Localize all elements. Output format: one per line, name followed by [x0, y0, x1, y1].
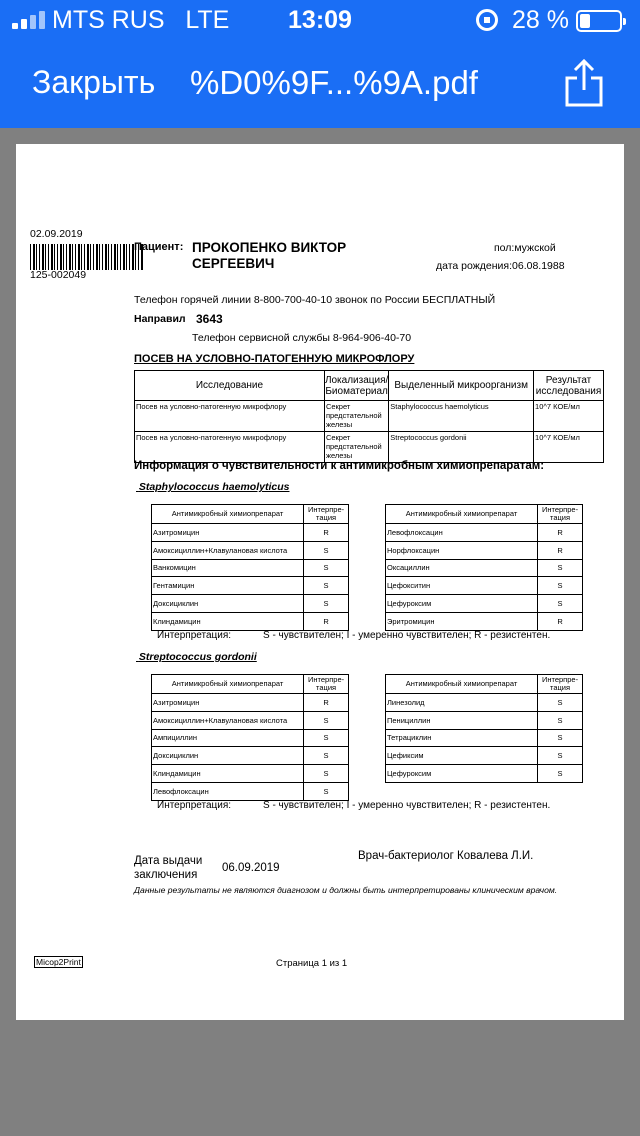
- drug-name: Гентамицин: [152, 577, 304, 595]
- ab-header: Интерпре- тация: [538, 505, 583, 524]
- col-header: Выделенный микроорганизм: [389, 371, 534, 401]
- interp-value: S: [538, 711, 583, 729]
- section-title: ПОСЕВ НА УСЛОВНО-ПАТОГЕННУЮ МИКРОФЛОРУ: [134, 353, 415, 365]
- drug-name: Азитромицин: [152, 694, 304, 712]
- table-cell: Streptococcus gordonii: [389, 432, 534, 463]
- interp-value: S: [304, 595, 349, 613]
- table-row: [135, 432, 604, 463]
- table-cell: Посев на условно-патогенную микрофлору: [135, 401, 325, 432]
- birth-label: дата рождения:: [436, 260, 513, 272]
- drug-name: Оксациллин: [386, 559, 538, 577]
- issue-date: 06.09.2019: [222, 862, 280, 874]
- table-row: [152, 765, 349, 783]
- table-row: [152, 541, 349, 559]
- organism-1-title: Staphylococcus haemolyticus: [138, 481, 290, 493]
- table-row: [386, 612, 583, 630]
- close-button[interactable]: Закрыть: [32, 64, 156, 100]
- battery-percent: 28 %: [512, 6, 569, 34]
- patient-name-line1: ПРОКОПЕНКО ВИКТОР: [192, 240, 347, 255]
- drug-name: Левофлоксацин: [386, 524, 538, 542]
- patient-name-line2: СЕРГЕЕВИЧ: [192, 256, 275, 271]
- drug-name: Тетрациклин: [386, 729, 538, 747]
- table-row: [386, 541, 583, 559]
- interp-value: S: [538, 747, 583, 765]
- table-row: [152, 559, 349, 577]
- drug-name: Ампициллин: [152, 729, 304, 747]
- ab-table-1-left: [151, 504, 349, 631]
- table-row: [152, 524, 349, 542]
- table-cell: Посев на условно-патогенную микрофлору: [135, 432, 325, 463]
- table-row: [135, 401, 604, 432]
- drug-name: Клиндамицин: [152, 765, 304, 783]
- drug-name: Норфлоксацин: [386, 541, 538, 559]
- top-bar: [0, 0, 640, 128]
- share-icon[interactable]: [564, 58, 604, 108]
- ab-header: Антимикробный химиопрепарат: [386, 505, 538, 524]
- table-cell: 10^7 КОЕ/мл: [534, 432, 604, 463]
- doctor-signature: Врач-бактериолог Ковалева Л.И.: [358, 850, 534, 862]
- drug-name: Цефиксим: [386, 747, 538, 765]
- table-row: [152, 711, 349, 729]
- table-row: [152, 612, 349, 630]
- interp-value: R: [304, 612, 349, 630]
- barcode: [30, 244, 144, 270]
- drug-name: Доксициклин: [152, 595, 304, 613]
- table-row: [386, 524, 583, 542]
- ab-header: Интерпре- тация: [304, 675, 349, 694]
- drug-name: Ванкомицин: [152, 559, 304, 577]
- table-cell: Секрет предстательной железы: [324, 401, 388, 432]
- interp-value: R: [538, 541, 583, 559]
- results-table: [134, 370, 604, 463]
- interp-value: S: [538, 729, 583, 747]
- birth-date: 06.08.1988: [512, 260, 565, 272]
- ab-header: Интерпре- тация: [304, 505, 349, 524]
- interp-value: S: [538, 577, 583, 595]
- interp-legend: S - чувствителен; I - умеренно чувствителен; R - резистентен.: [263, 800, 551, 811]
- page-number: Страница 1 из 1: [276, 958, 348, 969]
- interp-value: S: [538, 694, 583, 712]
- interp-value: S: [538, 765, 583, 783]
- table-row: [386, 765, 583, 783]
- interp-value: R: [304, 524, 349, 542]
- interp-value: S: [304, 577, 349, 595]
- table-row: [386, 747, 583, 765]
- col-header: Исследование: [135, 371, 325, 401]
- table-row: [386, 559, 583, 577]
- service-phone: Телефон сервисной службы 8-964-906-40-70: [192, 332, 412, 344]
- table-row: [152, 729, 349, 747]
- table-row: [152, 577, 349, 595]
- col-header: Результат исследования: [534, 371, 604, 401]
- disclaimer: Данные результаты не являются диагнозом и должны быть интерпретированы клиническим врачом.: [134, 885, 558, 895]
- interp-value: S: [304, 541, 349, 559]
- patient-sex: пол:мужской: [494, 242, 556, 254]
- interp-label: Интерпретация:: [157, 800, 232, 811]
- drug-name: Азитромицин: [152, 524, 304, 542]
- interp-value: S: [538, 559, 583, 577]
- table-cell: Staphylococcus haemolyticus: [389, 401, 534, 432]
- hotline-text: Телефон горячей линии 8-800-700-40-10 звонок по России БЕСПЛАТНЫЙ: [134, 294, 496, 306]
- referred-label: Направил: [134, 313, 186, 325]
- pdf-page[interactable]: [16, 144, 624, 1020]
- issue-label-1: Дата выдачи: [134, 855, 203, 867]
- table-cell: 10^7 КОЕ/мл: [534, 401, 604, 432]
- table-cell: Секрет предстательной железы: [324, 432, 388, 463]
- drug-name: Эритромицин: [386, 612, 538, 630]
- drug-name: Цефокситин: [386, 577, 538, 595]
- drug-name: Цефуроксим: [386, 765, 538, 783]
- interp-value: R: [538, 524, 583, 542]
- interp-value: R: [304, 694, 349, 712]
- issue-label-2: заключения: [134, 869, 198, 881]
- report-date: 02.09.2019: [30, 228, 83, 240]
- organism-2-title: Streptococcus gordonii: [138, 651, 257, 663]
- ab-header: Антимикробный химиопрепарат: [386, 675, 538, 694]
- table-row: [386, 694, 583, 712]
- table-row: [386, 729, 583, 747]
- rotation-lock-icon: [476, 9, 498, 31]
- interp-value: S: [304, 765, 349, 783]
- battery-icon: [576, 10, 622, 32]
- interp-value: S: [304, 711, 349, 729]
- status-bar: [0, 0, 640, 40]
- referred-value: 3643: [196, 312, 223, 326]
- barcode-number: 125-002049: [30, 269, 87, 281]
- footer-badge: Micop2Print: [36, 957, 81, 967]
- ab-header: Антимикробный химиопрепарат: [152, 675, 304, 694]
- sensitivity-title: Информация о чувствительности к антимикробным химиопрепаратам:: [134, 460, 545, 472]
- interp-value: S: [304, 747, 349, 765]
- document-title: %D0%9F...%9A.pdf: [190, 64, 478, 101]
- clock: 13:09: [288, 6, 352, 34]
- interp-value: S: [304, 559, 349, 577]
- interp-value: S: [304, 729, 349, 747]
- network-type: LTE: [185, 6, 230, 34]
- ab-table-2-right: [385, 674, 583, 783]
- interp-label: Интерпретация:: [157, 630, 232, 641]
- ab-header: Интерпре- тация: [538, 675, 583, 694]
- table-row: [386, 577, 583, 595]
- drug-name: Доксициклин: [152, 747, 304, 765]
- interp-value: R: [538, 612, 583, 630]
- table-row: [386, 595, 583, 613]
- interp-legend: S - чувствителен; I - умеренно чувствителен; R - резистентен.: [263, 630, 551, 641]
- patient-label: Пациент:: [134, 241, 184, 253]
- ab-header: Антимикробный химиопрепарат: [152, 505, 304, 524]
- drug-name: Амоксициллин+Клавулановая кислота: [152, 711, 304, 729]
- drug-name: Пенициллин: [386, 711, 538, 729]
- drug-name: Линезолид: [386, 694, 538, 712]
- drug-name: Амоксициллин+Клавулановая кислота: [152, 541, 304, 559]
- table-row: [152, 782, 349, 800]
- ab-table-1-right: [385, 504, 583, 631]
- table-row: [152, 595, 349, 613]
- table-row: [386, 711, 583, 729]
- ab-table-2-left: [151, 674, 349, 801]
- table-row: [152, 694, 349, 712]
- col-header: Локализация/ Биоматериал: [324, 371, 388, 401]
- drug-name: Левофлоксацин: [152, 782, 304, 800]
- table-row: [152, 747, 349, 765]
- interp-value: S: [304, 782, 349, 800]
- carrier-name: MTS RUS: [52, 6, 165, 34]
- interp-value: S: [538, 595, 583, 613]
- drug-name: Клиндамицин: [152, 612, 304, 630]
- drug-name: Цефуроксим: [386, 595, 538, 613]
